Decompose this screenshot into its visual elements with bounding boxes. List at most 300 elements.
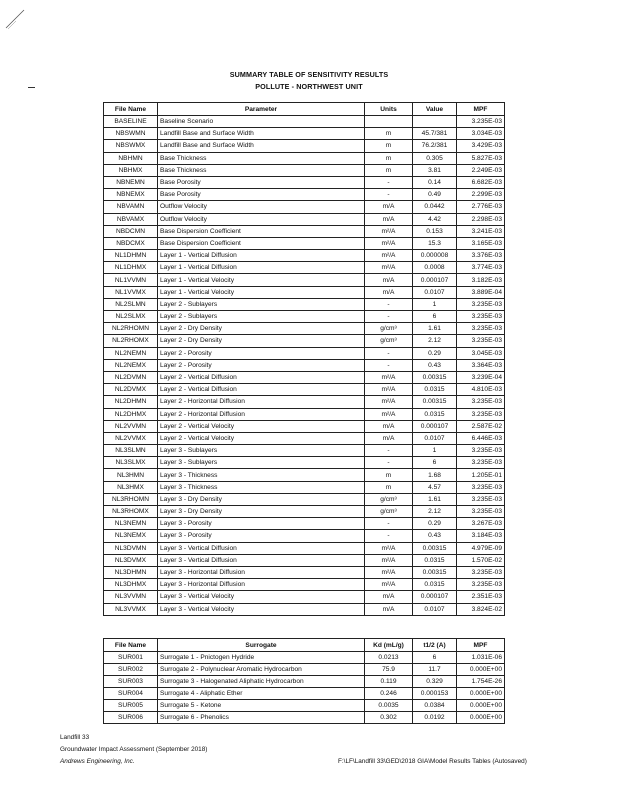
value-cell: 0.0107 <box>413 603 457 615</box>
file-name-cell: SUR002 <box>104 664 158 676</box>
file-name-cell: NBDCMX <box>104 237 158 249</box>
page-title: SUMMARY TABLE OF SENSITIVITY RESULTS <box>229 70 389 79</box>
file-name-cell: NL3VVMN <box>104 591 158 603</box>
table-row <box>104 262 505 274</box>
file-name-cell: SUR004 <box>104 688 158 700</box>
units-cell: m²/A <box>365 579 413 591</box>
table-row <box>104 469 505 481</box>
value-cell: 6 <box>413 457 457 469</box>
units-cell: m/A <box>365 286 413 298</box>
units-cell: m/A <box>365 274 413 286</box>
mpf-cell: 2.587E-02 <box>457 420 505 432</box>
mpf-cell: 3.239E-04 <box>457 371 505 383</box>
file-name-cell: NL3DHMX <box>104 579 158 591</box>
mpf-cell: 3.235E-03 <box>457 445 505 457</box>
value-cell: 4.57 <box>413 481 457 493</box>
table-row <box>104 396 505 408</box>
mpf-cell: 3.774E-03 <box>457 262 505 274</box>
value-cell: 0.000107 <box>413 274 457 286</box>
file-name-cell: NL2NEMX <box>104 359 158 371</box>
mpf-cell: 3.235E-03 <box>457 311 505 323</box>
file-name-cell: NBNEMN <box>104 176 158 188</box>
units-cell: - <box>365 457 413 469</box>
mpf-cell: 6.682E-03 <box>457 176 505 188</box>
table-row <box>104 335 505 347</box>
file-name-cell: BASELINE <box>104 116 158 128</box>
value-cell: 0.000008 <box>413 250 457 262</box>
units-cell: - <box>365 311 413 323</box>
table-row <box>104 566 505 578</box>
parameter-cell: Base Porosity <box>158 189 365 201</box>
table-header-row <box>104 103 505 116</box>
table-row <box>104 140 505 152</box>
parameter-cell: Layer 3 - Porosity <box>158 518 365 530</box>
units-cell: g/cm³ <box>365 323 413 335</box>
scan-artifact-mark <box>4 8 26 30</box>
footer-report-title: Groundwater Impact Assessment (September 2018) <box>60 746 208 753</box>
file-name-cell: SUR003 <box>104 676 158 688</box>
table-row <box>104 432 505 444</box>
table-row <box>104 189 505 201</box>
table-row <box>104 676 505 688</box>
table-row <box>104 359 505 371</box>
parameter-cell: Layer 3 - Porosity <box>158 530 365 542</box>
parameter-cell: Base Dispersion Coefficient <box>158 237 365 249</box>
table-row <box>104 603 505 615</box>
parameter-cell: Layer 3 - Dry Density <box>158 506 365 518</box>
parameter-cell: Layer 1 - Vertical Velocity <box>158 286 365 298</box>
mpf-cell: 3.235E-03 <box>457 506 505 518</box>
file-name-cell: NBVAMX <box>104 213 158 225</box>
value-cell: 0.00315 <box>413 566 457 578</box>
value-cell: 1.61 <box>413 323 457 335</box>
value-cell: 0.43 <box>413 359 457 371</box>
units-cell: - <box>365 347 413 359</box>
file-name-cell: NL1DHMN <box>104 250 158 262</box>
file-name-cell: NL3SLMN <box>104 445 158 457</box>
kd-cell: 0.0035 <box>365 700 413 712</box>
value-cell: 1.68 <box>413 469 457 481</box>
file-name-cell: NL2DVMX <box>104 384 158 396</box>
parameter-cell: Layer 1 - Vertical Diffusion <box>158 250 365 262</box>
value-cell: 0.0107 <box>413 286 457 298</box>
table-row <box>104 591 505 603</box>
value-cell: 0.0315 <box>413 579 457 591</box>
surrogate-cell: Surrogate 5 - Ketone <box>158 700 365 712</box>
surrogate-cell: Surrogate 1 - Pnictogen Hydride <box>158 652 365 664</box>
file-name-cell: NL3DVMN <box>104 542 158 554</box>
col-header-parameter: Parameter <box>158 103 365 116</box>
value-cell: 0.49 <box>413 189 457 201</box>
parameter-cell: Outflow Velocity <box>158 213 365 225</box>
table-row <box>104 518 505 530</box>
parameter-cell: Layer 3 - Horizontal Diffusion <box>158 566 365 578</box>
mpf-cell: 3.889E-04 <box>457 286 505 298</box>
table-row <box>104 408 505 420</box>
kd-cell: 75.9 <box>365 664 413 676</box>
value-cell: 0.0315 <box>413 554 457 566</box>
parameter-cell: Landfill Base and Surface Width <box>158 140 365 152</box>
file-name-cell: SUR005 <box>104 700 158 712</box>
parameter-cell: Layer 2 - Horizontal Diffusion <box>158 396 365 408</box>
value-cell: 0.43 <box>413 530 457 542</box>
kd-cell: 0.302 <box>365 712 413 724</box>
table-row <box>104 323 505 335</box>
surrogate-cell: Surrogate 2 - Polynuclear Aromatic Hydrocarbon <box>158 664 365 676</box>
mpf-cell: 3.235E-03 <box>457 579 505 591</box>
units-cell: m²/A <box>365 225 413 237</box>
parameter-cell: Layer 3 - Vertical Velocity <box>158 591 365 603</box>
table-row <box>104 700 505 712</box>
value-cell: 6 <box>413 311 457 323</box>
units-cell: g/cm³ <box>365 335 413 347</box>
table-row <box>104 445 505 457</box>
file-name-cell: NBSWMN <box>104 128 158 140</box>
file-name-cell: NBHMX <box>104 164 158 176</box>
value-cell: 0.29 <box>413 518 457 530</box>
parameter-cell: Layer 3 - Vertical Diffusion <box>158 542 365 554</box>
mpf-cell: 1.570E-02 <box>457 554 505 566</box>
value-cell: 0.0442 <box>413 201 457 213</box>
table-row <box>104 579 505 591</box>
parameter-cell: Layer 2 - Porosity <box>158 347 365 359</box>
table-row <box>104 152 505 164</box>
table-row <box>104 213 505 225</box>
table-row <box>104 201 505 213</box>
footer-company: Andrews Engineering, Inc. <box>60 758 135 765</box>
value-cell: 3.81 <box>413 164 457 176</box>
file-name-cell: NL1DHMX <box>104 262 158 274</box>
mpf-cell: 3.241E-03 <box>457 225 505 237</box>
file-name-cell: NL3DVMX <box>104 554 158 566</box>
table-row <box>104 347 505 359</box>
table-row <box>104 420 505 432</box>
file-name-cell: NBVAMN <box>104 201 158 213</box>
mpf-cell: 2.351E-03 <box>457 591 505 603</box>
value-cell: 0.0008 <box>413 262 457 274</box>
col-header-units: Units <box>365 103 413 116</box>
table-row <box>104 298 505 310</box>
parameter-cell: Landfill Base and Surface Width <box>158 128 365 140</box>
file-name-cell: NL3SLMX <box>104 457 158 469</box>
mpf-cell: 3.235E-03 <box>457 481 505 493</box>
mpf-cell: 3.235E-03 <box>457 116 505 128</box>
file-name-cell: NL2NEMN <box>104 347 158 359</box>
table-row <box>104 457 505 469</box>
parameter-cell: Layer 2 - Dry Density <box>158 335 365 347</box>
col-header-surrogate: Surrogate <box>158 639 365 652</box>
parameter-cell: Layer 3 - Sublayers <box>158 445 365 457</box>
units-cell: m <box>365 481 413 493</box>
value-cell <box>413 116 457 128</box>
file-name-cell: NBHMN <box>104 152 158 164</box>
units-cell: m <box>365 140 413 152</box>
file-name-cell: NL3VVMX <box>104 603 158 615</box>
value-cell: 15.3 <box>413 237 457 249</box>
parameter-cell: Layer 2 - Vertical Diffusion <box>158 371 365 383</box>
col-header-mpf: MPF <box>457 103 505 116</box>
parameter-cell: Layer 2 - Porosity <box>158 359 365 371</box>
mpf-cell: 1.205E-01 <box>457 469 505 481</box>
surrogate-cell: Surrogate 6 - Phenolics <box>158 712 365 724</box>
units-cell: m²/A <box>365 262 413 274</box>
footer-file-path: F:\LF\Landfill 33\GED\2018 GIA\Model Results Tables (Autosaved) <box>338 758 527 765</box>
mpf-cell: 3.429E-03 <box>457 140 505 152</box>
file-name-cell: NL3HMX <box>104 481 158 493</box>
mpf-cell: 2.298E-03 <box>457 213 505 225</box>
table-row <box>104 128 505 140</box>
table-row <box>104 237 505 249</box>
parameter-cell: Layer 2 - Dry Density <box>158 323 365 335</box>
value-cell: 1.61 <box>413 493 457 505</box>
units-cell: m/A <box>365 432 413 444</box>
value-cell: 0.153 <box>413 225 457 237</box>
units-cell: m²/A <box>365 396 413 408</box>
file-name-cell: NL3RHOMX <box>104 506 158 518</box>
units-cell: m/A <box>365 213 413 225</box>
units-cell: m <box>365 164 413 176</box>
parameter-cell: Layer 3 - Vertical Diffusion <box>158 554 365 566</box>
units-cell: m²/A <box>365 371 413 383</box>
mpf-cell: 3.235E-03 <box>457 396 505 408</box>
value-cell: 2.12 <box>413 506 457 518</box>
units-cell: m/A <box>365 591 413 603</box>
table-row <box>104 542 505 554</box>
value-cell: 0.29 <box>413 347 457 359</box>
file-name-cell: NL3DHMN <box>104 566 158 578</box>
parameter-cell: Layer 2 - Vertical Velocity <box>158 432 365 444</box>
col-header-file-name: File Name <box>104 639 158 652</box>
file-name-cell: NL2VVMX <box>104 432 158 444</box>
mpf-cell: 0.000E+00 <box>457 664 505 676</box>
col-header-file-name: File Name <box>104 103 158 116</box>
mpf-cell: 2.299E-03 <box>457 189 505 201</box>
units-cell: m/A <box>365 201 413 213</box>
mpf-cell: 3.235E-03 <box>457 298 505 310</box>
file-name-cell: NL2SLMX <box>104 311 158 323</box>
file-name-cell: NL3RHOMN <box>104 493 158 505</box>
units-cell: - <box>365 530 413 542</box>
mpf-cell: 3.165E-03 <box>457 237 505 249</box>
value-cell: 1 <box>413 445 457 457</box>
mpf-cell: 3.824E-02 <box>457 603 505 615</box>
value-cell: 76.2/381 <box>413 140 457 152</box>
units-cell: m/A <box>365 603 413 615</box>
table-row <box>104 493 505 505</box>
parameter-cell: Outflow Velocity <box>158 201 365 213</box>
half-life-cell: 0.0384 <box>413 700 457 712</box>
table-row <box>104 481 505 493</box>
file-name-cell: NL3NEMX <box>104 530 158 542</box>
file-name-cell: NL2DVMN <box>104 371 158 383</box>
units-cell: - <box>365 298 413 310</box>
value-cell: 0.000107 <box>413 591 457 603</box>
file-name-cell: SUR006 <box>104 712 158 724</box>
mpf-cell: 3.235E-03 <box>457 493 505 505</box>
units-cell: - <box>365 189 413 201</box>
file-name-cell: NL3HMN <box>104 469 158 481</box>
value-cell: 0.00315 <box>413 396 457 408</box>
col-header-mpf: MPF <box>457 639 505 652</box>
half-life-cell: 11.7 <box>413 664 457 676</box>
parameter-cell: Layer 3 - Horizontal Diffusion <box>158 579 365 591</box>
parameter-cell: Layer 2 - Horizontal Diffusion <box>158 408 365 420</box>
value-cell: 0.00315 <box>413 371 457 383</box>
file-name-cell: NBSWMX <box>104 140 158 152</box>
mpf-cell: 3.235E-03 <box>457 457 505 469</box>
units-cell: - <box>365 359 413 371</box>
units-cell: m²/A <box>365 237 413 249</box>
table-row <box>104 286 505 298</box>
table-row <box>104 712 505 724</box>
table-row <box>104 652 505 664</box>
mpf-cell: 0.000E+00 <box>457 700 505 712</box>
file-name-cell: NL2SLMN <box>104 298 158 310</box>
mpf-cell: 4.810E-03 <box>457 384 505 396</box>
parameter-cell: Base Thickness <box>158 152 365 164</box>
table-row <box>104 225 505 237</box>
mpf-cell: 4.979E-09 <box>457 542 505 554</box>
mpf-cell: 0.000E+00 <box>457 688 505 700</box>
parameter-cell: Base Porosity <box>158 176 365 188</box>
half-life-cell: 0.329 <box>413 676 457 688</box>
parameter-cell: Base Thickness <box>158 164 365 176</box>
units-cell: m²/A <box>365 384 413 396</box>
table-row <box>104 164 505 176</box>
mpf-cell: 3.364E-03 <box>457 359 505 371</box>
units-cell: m²/A <box>365 542 413 554</box>
value-cell: 0.00315 <box>413 542 457 554</box>
units-cell: - <box>365 445 413 457</box>
surrogate-cell: Surrogate 3 - Halogenated Aliphatic Hydrocarbon <box>158 676 365 688</box>
table-row <box>104 274 505 286</box>
mpf-cell: 0.000E+00 <box>457 712 505 724</box>
units-cell: m²/A <box>365 250 413 262</box>
col-header-kd: Kd (mL/g) <box>365 639 413 652</box>
mpf-cell: 5.827E-03 <box>457 152 505 164</box>
parameter-cell: Layer 3 - Dry Density <box>158 493 365 505</box>
col-header-half-life: t1/2 (A) <box>413 639 457 652</box>
units-cell: m <box>365 469 413 481</box>
col-header-value: Value <box>413 103 457 116</box>
sensitivity-results-table <box>103 102 505 616</box>
mpf-cell: 1.754E-26 <box>457 676 505 688</box>
mpf-cell: 3.235E-03 <box>457 335 505 347</box>
parameter-cell: Baseline Scenario <box>158 116 365 128</box>
kd-cell: 0.0213 <box>365 652 413 664</box>
surrogate-cell: Surrogate 4 - Aliphatic Ether <box>158 688 365 700</box>
parameter-cell: Layer 2 - Sublayers <box>158 298 365 310</box>
parameter-cell: Layer 3 - Thickness <box>158 481 365 493</box>
mpf-cell: 3.034E-03 <box>457 128 505 140</box>
units-cell: - <box>365 518 413 530</box>
value-cell: 0.305 <box>413 152 457 164</box>
mpf-cell: 3.184E-03 <box>457 530 505 542</box>
file-name-cell: NL1VVMN <box>104 274 158 286</box>
value-cell: 45.7/381 <box>413 128 457 140</box>
parameter-cell: Layer 3 - Thickness <box>158 469 365 481</box>
parameter-cell: Layer 3 - Vertical Velocity <box>158 603 365 615</box>
half-life-cell: 0.000153 <box>413 688 457 700</box>
kd-cell: 0.246 <box>365 688 413 700</box>
mpf-cell: 3.235E-03 <box>457 566 505 578</box>
parameter-cell: Layer 1 - Vertical Velocity <box>158 274 365 286</box>
mpf-cell: 3.267E-03 <box>457 518 505 530</box>
table-header-row <box>104 639 505 652</box>
mpf-cell: 3.235E-03 <box>457 323 505 335</box>
table-row <box>104 506 505 518</box>
file-name-cell: NL1VVMX <box>104 286 158 298</box>
mpf-cell: 6.446E-03 <box>457 432 505 444</box>
units-cell: m²/A <box>365 554 413 566</box>
parameter-cell: Layer 2 - Sublayers <box>158 311 365 323</box>
units-cell: m²/A <box>365 566 413 578</box>
table-row <box>104 530 505 542</box>
units-cell: m <box>365 128 413 140</box>
page-subtitle: POLLUTE - NORTHWEST UNIT <box>255 82 363 91</box>
parameter-cell: Layer 1 - Vertical Diffusion <box>158 262 365 274</box>
footer-site-name: Landfill 33 <box>60 734 90 741</box>
table-row <box>104 371 505 383</box>
half-life-cell: 6 <box>413 652 457 664</box>
value-cell: 0.0107 <box>413 432 457 444</box>
value-cell: 1 <box>413 298 457 310</box>
table-row <box>104 250 505 262</box>
file-name-cell: NL2RHOMX <box>104 335 158 347</box>
table-row <box>104 688 505 700</box>
value-cell: 2.12 <box>413 335 457 347</box>
table-row <box>104 664 505 676</box>
parameter-cell: Layer 2 - Vertical Diffusion <box>158 384 365 396</box>
table-row <box>104 176 505 188</box>
file-name-cell: NBDCMN <box>104 225 158 237</box>
value-cell: 0.14 <box>413 176 457 188</box>
units-cell: m <box>365 152 413 164</box>
units-cell: - <box>365 176 413 188</box>
mpf-cell: 3.376E-03 <box>457 250 505 262</box>
mpf-cell: 2.249E-03 <box>457 164 505 176</box>
parameter-cell: Base Dispersion Coefficient <box>158 225 365 237</box>
value-cell: 0.0315 <box>413 384 457 396</box>
units-cell <box>365 116 413 128</box>
mpf-cell: 3.045E-03 <box>457 347 505 359</box>
parameter-cell: Layer 2 - Vertical Velocity <box>158 420 365 432</box>
file-name-cell: NL3NEMN <box>104 518 158 530</box>
units-cell: m/A <box>365 420 413 432</box>
table-row <box>104 384 505 396</box>
units-cell: g/cm³ <box>365 506 413 518</box>
file-name-cell: NL2DHMN <box>104 396 158 408</box>
file-name-cell: NBNEMX <box>104 189 158 201</box>
mpf-cell: 1.031E-06 <box>457 652 505 664</box>
kd-cell: 0.119 <box>365 676 413 688</box>
table-row <box>104 311 505 323</box>
half-life-cell: 0.0192 <box>413 712 457 724</box>
table-row <box>104 554 505 566</box>
units-cell: g/cm³ <box>365 493 413 505</box>
value-cell: 4.42 <box>413 213 457 225</box>
mpf-cell: 3.182E-03 <box>457 274 505 286</box>
units-cell: m²/A <box>365 408 413 420</box>
value-cell: 0.0315 <box>413 408 457 420</box>
file-name-cell: NL2VVMN <box>104 420 158 432</box>
value-cell: 0.000107 <box>413 420 457 432</box>
file-name-cell: NL2DHMX <box>104 408 158 420</box>
mpf-cell: 3.235E-03 <box>457 408 505 420</box>
table-row <box>104 116 505 128</box>
mpf-cell: 2.776E-03 <box>457 201 505 213</box>
file-name-cell: NL2RHOMN <box>104 323 158 335</box>
